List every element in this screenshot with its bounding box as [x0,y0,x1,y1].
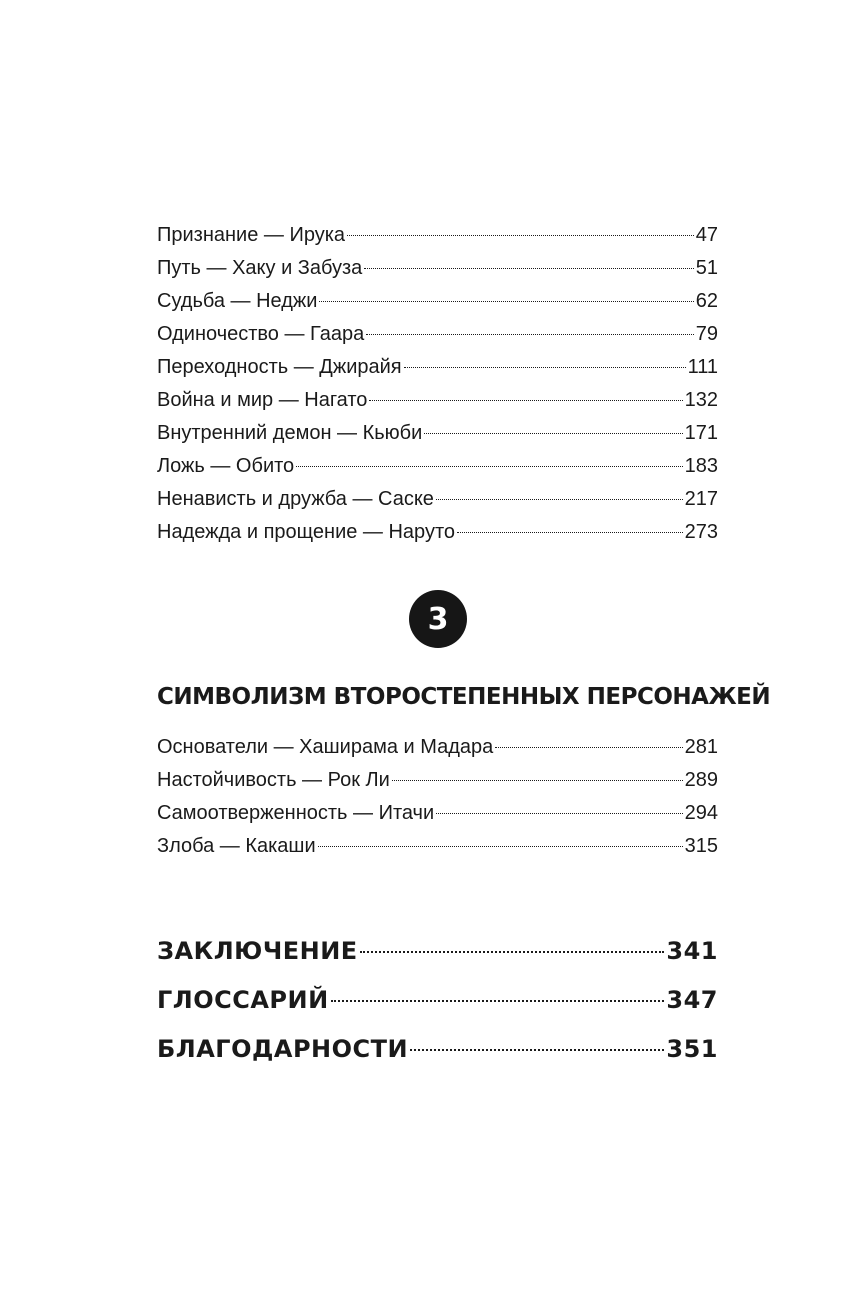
toc-entry-page: 62 [695,290,718,312]
toc-list-top [157,219,718,549]
toc-list-middle [157,731,718,863]
dot-leader [360,951,665,953]
toc-entry-page: 171 [684,422,718,444]
toc-entry-page: 47 [695,224,718,246]
toc-entry[interactable] [157,384,718,417]
toc-major-entry[interactable] [157,927,718,976]
toc-entry-page: 132 [684,389,718,411]
toc-entry-title: Ложь — Обито [157,455,295,477]
toc-entry-title: Признание — Ирука [157,224,346,246]
toc-entry-title: БЛАГОДАРНОСТИ [157,1035,409,1063]
dot-leader [392,780,683,781]
toc-entry[interactable] [157,285,718,318]
toc-entry[interactable] [157,252,718,285]
dot-leader [404,367,686,368]
toc-entry-page: 351 [666,1035,718,1063]
dot-leader [319,301,693,302]
dot-leader [424,433,682,434]
dot-leader [369,400,682,401]
toc-major-entry[interactable] [157,976,718,1025]
toc-list-bottom [157,927,718,1074]
toc-entry[interactable] [157,417,718,450]
toc-entry-page: 79 [695,323,718,345]
toc-entry-title: Переходность — Джирайя [157,356,402,378]
toc-entry-page: 347 [666,986,718,1014]
toc-entry[interactable] [157,731,718,764]
dot-leader [495,747,682,748]
toc-entry[interactable] [157,797,718,830]
toc-entry-page: 294 [684,802,718,824]
toc-entry-title: ЗАКЛЮЧЕНИЕ [157,937,358,965]
toc-entry-page: 111 [687,356,718,378]
toc-entry-title: Судьба — Неджи [157,290,318,312]
toc-major-entry[interactable] [157,1025,718,1074]
toc-entry-title: Война и мир — Нагато [157,389,368,411]
dot-leader [364,268,693,269]
dot-leader [410,1049,664,1051]
toc-entry[interactable] [157,450,718,483]
toc-entry-title: Путь — Хаку и Забуза [157,257,363,279]
chapter-number-badge: 3 [409,590,467,648]
dot-leader [457,532,683,533]
toc-entry-title: Злоба — Какаши [157,835,316,857]
toc-entry[interactable] [157,219,718,252]
toc-entry-title: Основатели — Хаширама и Мадара [157,736,494,758]
toc-entry-title: Надежда и прощение — Наруто [157,521,455,543]
dot-leader [296,466,682,467]
toc-entry[interactable] [157,516,718,549]
toc-entry[interactable] [157,318,718,351]
toc-entry-title: ГЛОССАРИЙ [157,986,329,1014]
toc-entry-title: Одиночество — Гаара [157,323,365,345]
toc-entry-title: Настойчивость — Рок Ли [157,769,390,791]
toc-entry-title: Ненависть и дружба — Саске [157,488,434,510]
toc-entry-page: 341 [666,937,718,965]
dot-leader [318,846,683,847]
toc-entry-page: 315 [684,835,718,857]
toc-entry-title: Внутренний демон — Кьюби [157,422,423,444]
toc-entry-page: 183 [684,455,718,477]
toc-entry[interactable] [157,830,718,863]
toc-entry[interactable] [157,351,718,384]
dot-leader [366,334,694,335]
toc-entry[interactable] [157,764,718,797]
toc-entry-page: 51 [695,257,718,279]
toc-entry-page: 273 [684,521,718,543]
dot-leader [436,813,682,814]
dot-leader [436,499,683,500]
toc-entry-page: 289 [684,769,718,791]
toc-entry-page: 281 [684,736,718,758]
dot-leader [331,1000,665,1002]
toc-entry-title: Самоотверженность — Итачи [157,802,435,824]
section-heading: СИМВОЛИЗМ ВТОРОСТЕПЕННЫХ ПЕРСОНАЖЕЙ [157,684,771,710]
toc-entry-page: 217 [684,488,718,510]
toc-entry[interactable] [157,483,718,516]
dot-leader [347,235,694,236]
